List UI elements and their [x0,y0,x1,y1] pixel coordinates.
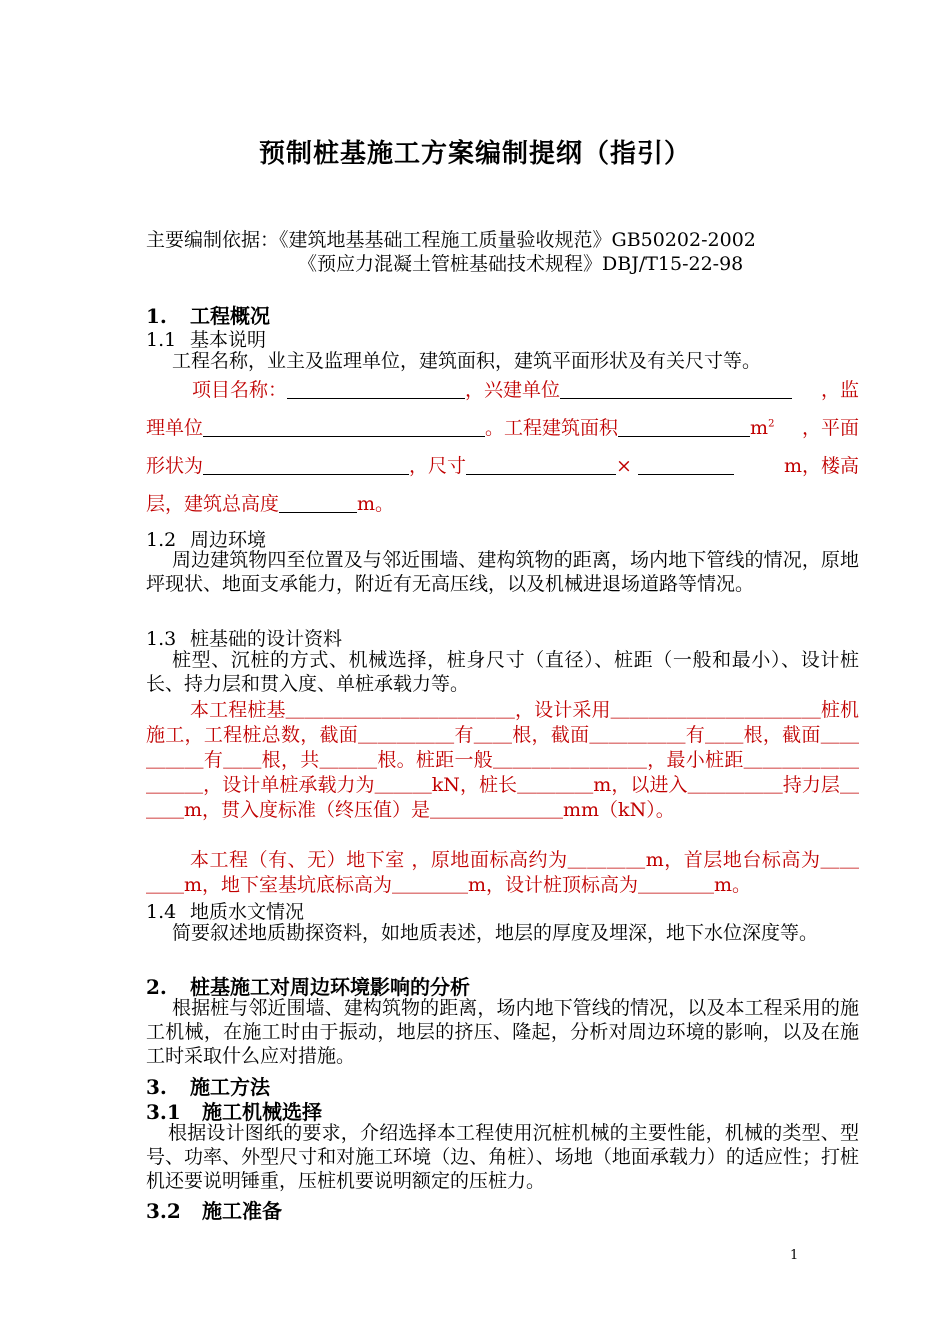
blank-field[interactable] [287,378,465,399]
section-3-1-text: 根据设计图纸的要求，介绍选择本工程使用沉桩机械的主要性能，机械的类型、型号、功率、外型尺寸和对施工环境（边、角桩）、场地（地面承载力）的适应性；打桩机还要说明锤重，压桩机要说明额定的压桩力。 [146,1122,859,1192]
basis-standard-2: 《预应力混凝土管桩基础技术规程》DBJ/T15-22-98 [298,253,744,275]
field-label: 层，建筑总高度 [146,493,280,515]
pile-fill-in-paragraph: 本工程桩基＿＿＿＿＿＿＿＿＿＿＿＿，设计采用＿＿＿＿＿＿＿＿＿＿＿桩机施工，工程桩总数，截面＿＿＿＿＿有＿＿根，截面＿＿＿＿＿有＿＿根，截面＿＿＿＿＿有＿＿根，共＿＿＿根。桩距一般＿＿＿＿＿＿＿＿，最小桩距＿＿＿＿＿＿＿＿＿，设计单桩承载力为＿＿＿kN，桩长＿＿＿＿m，以进入＿＿＿＿＿持力层＿＿＿m，贯入度标准（终压值）是＿＿＿＿＿＿＿mm（kN）。 [146,699,859,821]
project-name-line [146,375,859,402]
blank-field[interactable] [560,378,792,399]
section-number: 1.2 [146,529,177,551]
section-title: 工程概况 [190,304,270,328]
blank-field[interactable] [466,454,616,475]
section-title: 施工机械选择 [202,1100,322,1124]
field-label: m。 [357,493,395,515]
section-1-2-text: 周边建筑物四至位置及与邻近围墙、建构筑物的距离，场内地下管线的情况，原地坪现状、地面支承能力，附近有无高压线，以及机械进退场道路等情况。 [146,549,859,595]
field-label: ，平面 [801,417,859,439]
section-1-1-text: 工程名称，业主及监理单位，建筑面积，建筑平面形状及有关尺寸等。 [172,350,762,372]
section-1-3-text: 桩型、沉桩的方式、机械选择，桩身尺寸（直径）、桩距（一般和最小）、设计桩长、持力层和贯入度、单桩承载力等。 [146,649,859,695]
section-title: 桩基施工对周边环境影响的分析 [190,975,470,999]
basis-standard-1: 《建筑地基基础工程施工质量验收规范》GB50202-2002 [279,229,756,251]
basis-line-1 [146,225,756,252]
section-title: 施工方法 [190,1075,270,1099]
section-number: 1.4 [146,901,177,923]
section-number: 1.3 [146,628,177,650]
field-label: × [616,455,632,477]
field-label: ，兴建单位 [465,379,561,401]
section-1-1-heading [146,325,266,352]
section-number: 2. [146,975,167,999]
section-2-text: 根据桩与邻近围墙、建构筑物的距离，场内地下管线的情况，以及本工程采用的施工机械，在施工时由于振动，地层的挤压、隆起，分析对周边环境的影响，以及在施工时采取什么应对措施。 [146,997,859,1067]
blank-field[interactable] [279,492,357,513]
basement-fill-in-paragraph: 本工程（有、无）地下室 ，原地面标高约为＿＿＿＿m，首层地台标高为＿＿＿＿m，地下室基坑底标高为＿＿＿＿m，设计桩顶标高为＿＿＿＿m。 [146,849,859,896]
field-label: 项目名称： [192,379,288,401]
section-title: 地质水文情况 [190,901,305,923]
section-title: 施工准备 [202,1199,282,1223]
section-number: 3. [146,1075,167,1099]
field-label: m，楼高 [783,455,859,477]
section-1-3-heading [146,624,342,651]
section-number: 1. [146,304,167,328]
shape-line [146,451,859,478]
blank-field[interactable] [203,454,409,475]
field-label: 。工程建筑面积 [485,417,619,439]
document-title: 预制桩基施工方案编制提纲（指引） [258,139,691,169]
field-label: ，尺寸 [409,455,467,477]
field-label: 形状为 [146,455,204,477]
section-1-4-heading [146,897,304,924]
page-number: 1 [790,1248,799,1263]
basis-label: 主要编制依据： [146,229,280,251]
section-title: 周边环境 [190,529,267,551]
section-title: 基本说明 [190,329,267,351]
section-number: 3.2 [146,1199,181,1223]
section-title: 桩基础的设计资料 [190,628,343,650]
superscript: 2 [768,418,775,430]
blank-field[interactable] [618,416,750,437]
section-3-2-heading [146,1195,282,1224]
section-1-4-text: 简要叙述地质勘探资料，如地质表述，地层的厚度及埋深，地下水位深度等。 [172,922,819,944]
blank-field[interactable] [203,416,485,437]
supervisor-line [146,413,859,440]
section-number: 3.1 [146,1100,181,1124]
field-label: ，监 [820,379,859,401]
blank-field[interactable] [638,454,734,475]
height-line [146,489,859,516]
section-number: 1.1 [146,329,177,351]
field-label: 理单位 [146,417,204,439]
field-label: m [750,417,769,439]
